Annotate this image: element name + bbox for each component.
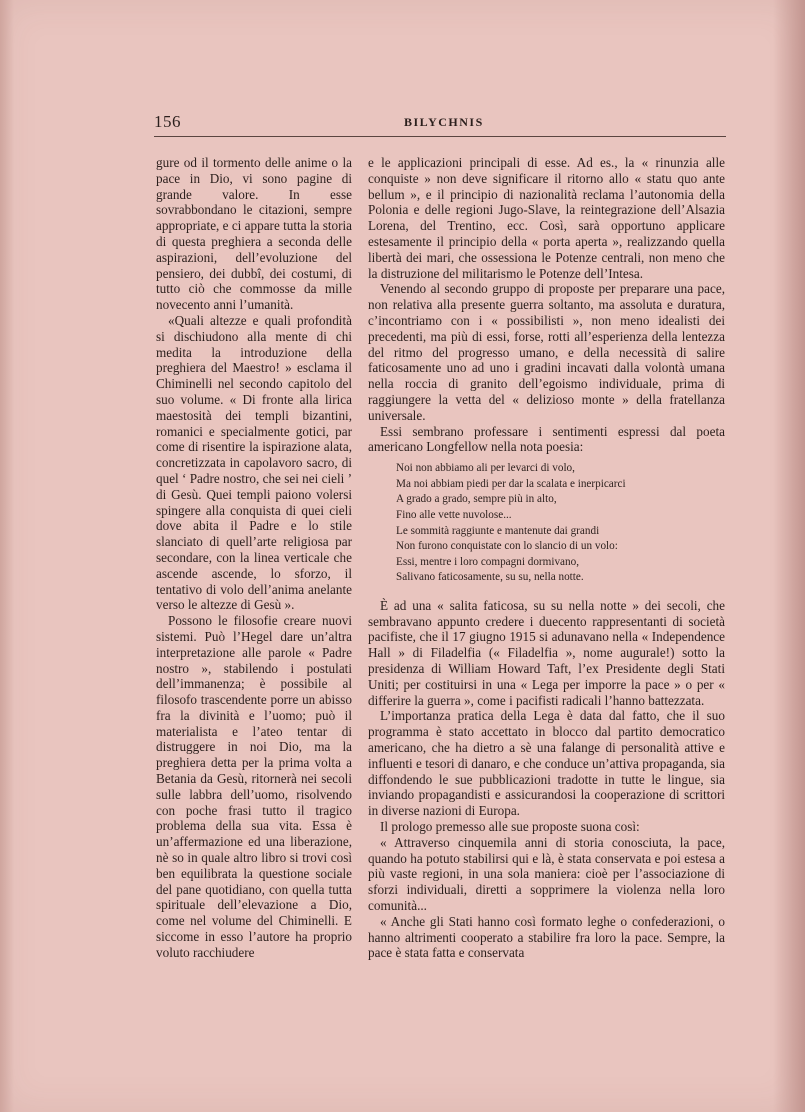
paragraph: Possono le filosofie creare nuovi sistemi. Può l’Hegel dare un’altra interpretazione alle parole « Padre nostro », stabilendo i postulati dell’immanenza; è possibile al filosofo trascendente porre un abisso fra la divinità e l’uomo; può il materialista e l’ateo tentar di distruggere in noi Dio, ma la preghiera detta per la prima volta a Betania da Gesù, ritornerà nei secoli sulle labbra dell’uomo, risolvendo con poche frasi tutto il tragico problema della sua vita. Essa è un’affermazione ed una liberazione, nè so in quale altro libro si trovi così ben equilibrata la questione sociale del pane quotidiano, con quella tutta spirituale dell’elevazione a Dio, come nel volume del Chiminelli. E siccome in esso l’autore ha proprio voluto racchiudere bbox=[156, 613, 352, 960]
poem-line: Essi, mentre i loro compagni dormivano, bbox=[396, 555, 580, 568]
poem-line: Non furono conquistate con lo slancio di un volo: bbox=[396, 540, 618, 553]
paragraph: È ad una « salita faticosa, su su nella notte » dei secoli, che sembravano appunto credere i duecento rappresentanti di società pacifiste, che il 17 giugno 1915 si adunavano nella « Independence Hall » di Filadelfia (« Filadelfia », nome augurale!) sotto la presidenza di William Howard Taft, l’ex Presidente degli Stati Uniti; per costituirsi in una « Lega per imporre la pace » o per « differire la guerra », come i pacifisti radicali l’hanno battezzata. bbox=[368, 597, 725, 708]
paragraph: Il prologo premesso alle sue proposte suona così: bbox=[380, 819, 640, 835]
paragraph: «Quali altezze e quali profondità si dischiudono alla mente di chi medita la introduzione della preghiera del Maestro! » esclama il Chiminelli nel secondo capitolo del suo volume. « Di fronte alla lirica maestosità dei templi bizantini, romanici e specialmente gotici, par come di risentire la ispirazione alata, concretizzata in capolavoro sacro, di quel ‘ Padre nostro, che sei nei cieli ’ di Gesù. Quei templi paiono volersi spingere alla conquista di quei cieli dove abita il Padre e lo stile slanciato di quell’arte religiosa par secondare, con la linea verticale che ascende ascende, lo sforzo, il tentativo di volo dell’anima anelante verso le altezze di Gesù ». bbox=[156, 312, 352, 613]
left-column bbox=[156, 155, 352, 961]
page-header bbox=[154, 112, 726, 134]
poem-line: Noi non abbiamo ali per levarci di volo, bbox=[396, 462, 575, 475]
right-column bbox=[368, 155, 725, 961]
paragraph: « Attraverso cinquemila anni di storia conosciuta, la pace, quando ha potuto stabilirsi qui e là, è stata conservata e poi estesa a più vaste regioni, in una sola maniera: cioè per l’associazione di sforzi individuali, diretti a sopprimere la violenza nella loro comunità... bbox=[368, 834, 725, 914]
paragraph: Venendo al secondo gruppo di proposte per preparare una pace, non relativa alla presente guerra soltanto, ma assoluta e duratura, c’incontriamo con i « possibilisti », non meno idealisti dei precedenti, ma più di essi, forse, rotti all’esperienza della lentezza del ritmo del progresso umano, e della necessità di salire faticosamente uno ad uno i gradini incavati dalla volontà umana nella roccia di granito dell’egoismo individuale, prima di raggiungere la vetta del « delizioso monte » della fratellanza universale. bbox=[368, 281, 725, 423]
page-number: 156 bbox=[154, 112, 181, 131]
paragraph: L’importanza pratica della Lega è data dal fatto, che il suo programma è stato accettato in blocco dal partito democratico americano, che ha dietro a sè una falange di personalità attive e influenti e tesori di danaro, e che conduce un’attiva propaganda, sia diffondendo le sue pubblicazioni tradotte in tutte le lingue, sia inviando propagandisti e assicurandosi la cooperazione di scrittori in diverse nazioni di Europa. bbox=[368, 708, 725, 819]
header-rule bbox=[154, 136, 726, 137]
running-head: BILYCHNIS bbox=[404, 115, 484, 129]
poem-line: Le sommità raggiunte e mantenute dai grandi bbox=[396, 524, 600, 537]
paragraph: gure od il tormento delle anime o la pace in Dio, vi sono pagine di grande valore. In esse sovrabbondano le citazioni, sempre appropriate, e ci appare tutta la storia di questa preghiera a seconda delle aspirazioni, dell’evoluzione del pensiero, dei dubbî, dei costumi, di tutto ciò che commosse da mille novecento anni l’umanità. bbox=[156, 155, 352, 313]
paragraph: e le applicazioni principali di esse. Ad es., la « rinunzia alle conquiste » non deve significare il ritorno allo « statu quo ante bellum », e il principio di nazionalità reclama l’autonomia della Polonia e delle regioni Jugo-Slave, la reintegrazione dell’Alsazia Lorena, del Trentino, ecc. Così, sarà opportuno applicare estesamente il principio della « porta aperta », realizzando quella libertà dei mari, che ossessiona le Potenze centrali, non meno che la distruzione del militarismo le Potenze dell’Intesa. bbox=[368, 155, 725, 281]
paragraph: « Anche gli Stati hanno così formato leghe o confederazioni, o hanno altrimenti cooperato a stabilire fra loro la pace. Sempre, la pace è stata fatta e conservata bbox=[368, 913, 725, 961]
poem-quotation bbox=[396, 461, 725, 586]
poem-line: Ma noi abbiam piedi per dar la scalata e inerpicarci bbox=[396, 477, 626, 490]
poem-line: A grado a grado, sempre più in alto, bbox=[396, 493, 557, 506]
poem-line: Fino alle vette nuvolose... bbox=[396, 508, 512, 521]
poem-line: Salivano faticosamente, su su, nella notte. bbox=[396, 571, 584, 584]
paragraph: Essi sembrano professare i sentimenti espressi dal poeta americano Longfellow nella nota poesia: bbox=[368, 423, 725, 455]
